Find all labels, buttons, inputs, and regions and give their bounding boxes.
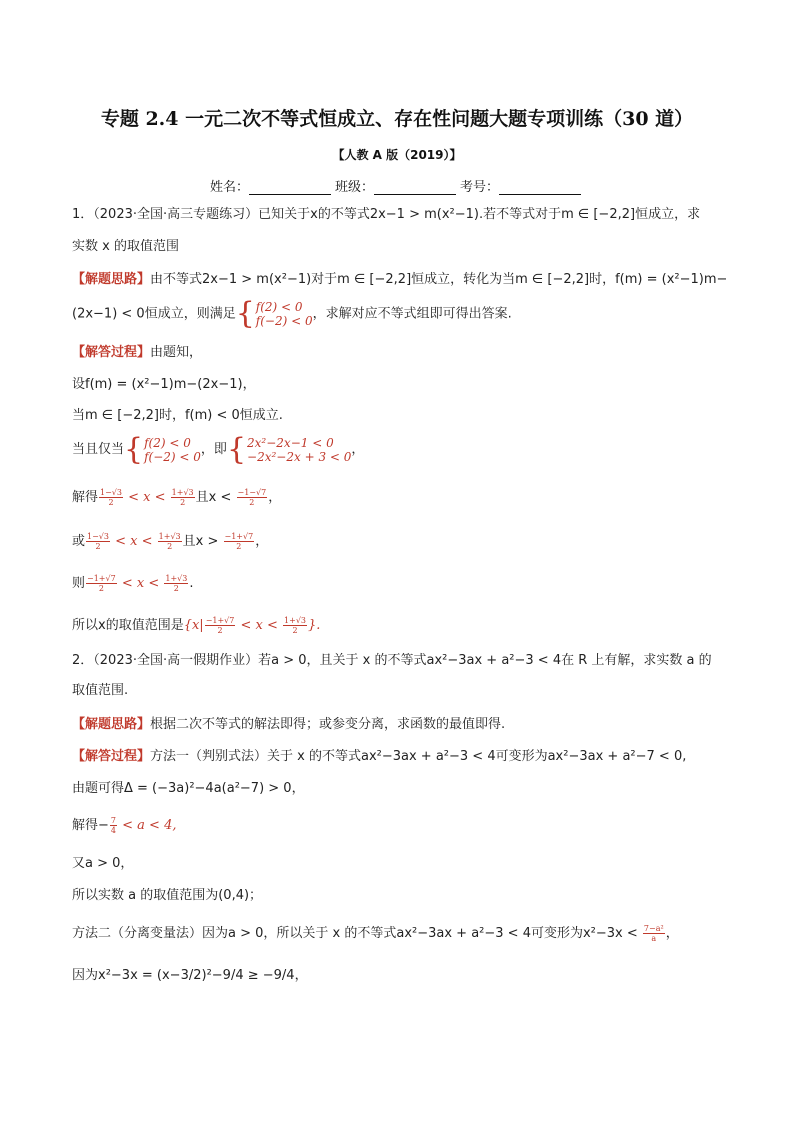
q1-proc-text3a: 当且仅当	[72, 442, 125, 457]
q2-stem-line2: 取值范围.	[72, 683, 129, 698]
q1-proc-sys-a-row2: f(−2) < 0	[144, 449, 201, 464]
exam-no-label: 考号：	[460, 180, 500, 195]
student-info-fields	[210, 176, 585, 195]
q1-proc-sys-b-row1: 2x²−2x−1 < 0	[247, 435, 334, 450]
q2-proc-line2: 由题可得Δ = (−3a)²−4a(a²−7) > 0，	[72, 781, 305, 796]
q1-proc-line2: 当m ∈ [−2,2]时，f(m) < 0恒成立.	[72, 408, 283, 423]
q1-proc-sys-b-row2: −2x²−2x + 3 < 0	[247, 449, 352, 464]
q1-proc-text3c: ，	[351, 442, 365, 457]
q1-answer-mid: < x <	[236, 618, 283, 633]
q1-sol1-pre: 解得	[72, 490, 99, 505]
q2-proc-text1: 方法一（判别式法）关于 x 的不等式ax²−3ax + a²−3 < 4可变形为ax²−3ax + a²−7 < 0,	[150, 749, 687, 764]
q1-answer-frac2: $\frac{1+√3}{2}$	[284, 616, 307, 635]
q2-proc-line7: 因为x²−3x = (x−3/2)²−9/4 ≥ −9/4，	[72, 968, 308, 983]
q2-proc-text3-pre: 解得−	[72, 818, 109, 833]
q1-sol2-pre: 或	[72, 534, 86, 549]
q2-proc-line3	[72, 813, 176, 839]
q1-idea-sys-row2: f(−2) < 0	[255, 314, 313, 328]
q1-sol2-end: ，	[255, 534, 269, 549]
q1-sol1-and: 且x <	[195, 490, 236, 505]
q1-idea-line2	[72, 296, 512, 331]
q1-idea-sys-row1: f(2) < 0	[255, 300, 303, 314]
class-label: 班级：	[335, 180, 375, 195]
q1-sol2-frac1: $\frac{1-√3}{2}$	[87, 532, 109, 551]
q2-stem-line1: 2．（2023·全国·高一假期作业）若a > 0，且关于 x 的不等式ax²−3ax + a²−3 < 4在 R 上有解，求实数 a 的	[72, 653, 712, 668]
q2-proc-line5: 所以实数 a 的取值范围为(0,4)；	[72, 888, 263, 903]
exam-no-blank[interactable]	[499, 180, 581, 195]
q1-stem-line1: 1．（2023·全国·高三专题练习）已知关于x的不等式2x−1 > m(x²−1).若不等式对于m ∈ [−2,2]恒成立，求	[72, 207, 701, 222]
q1-idea-system: { f(2) < 0 f(−2) < 0	[235, 296, 313, 331]
q1-answer-line	[72, 613, 320, 639]
name-blank[interactable]	[249, 180, 331, 195]
q2-proc-line1	[72, 748, 686, 766]
q1-proc-line0	[72, 344, 202, 362]
q1-solution-line1	[72, 485, 281, 511]
q1-idea-line1	[72, 271, 727, 289]
page-title: 专题 2.4 一元二次不等式恒成立、存在性问题大题专项训练（30 道）	[100, 108, 694, 130]
q1-sol3-mid: < x <	[117, 576, 164, 591]
class-blank[interactable]	[374, 180, 456, 195]
q2-proc-line4: 又a > 0，	[72, 856, 134, 871]
q1-sol1-frac2: $\frac{1+√3}{2}$	[171, 488, 194, 507]
q1-sol2-mid: < x <	[111, 534, 157, 549]
q1-idea-tag: 【解题思路】	[72, 272, 151, 287]
q1-proc-line1: 设f(m) = (x²−1)m−(2x−1)，	[72, 377, 256, 392]
q1-sol1-frac3: $\frac{-1-√7}{2}$	[237, 488, 267, 507]
q2-idea-line	[72, 716, 505, 734]
q2-proc-text6-post: ，	[665, 926, 679, 941]
q1-sol2-frac2: $\frac{1+√3}{2}$	[158, 532, 181, 551]
q2-idea-text: 根据二次不等式的解法即得；或参变分离，求函数的最值即得.	[150, 717, 506, 732]
q1-proc-line3	[72, 431, 365, 467]
q1-sol3-end: .	[189, 576, 194, 591]
edition-label: 【人教 A 版（2019）】	[332, 148, 462, 162]
q1-solution-line2	[72, 529, 268, 555]
q1-solution-line3	[72, 571, 193, 597]
q2-idea-tag: 【解题思路】	[72, 717, 151, 732]
q1-idea-text2: (2x−1) < 0恒成立，则满足	[72, 306, 236, 322]
q1-proc-tag: 【解答过程】	[72, 345, 151, 360]
name-label: 姓名：	[210, 180, 250, 195]
q1-sol1-end: ，	[268, 490, 282, 505]
q2-proc-frac6: $\frac{\text{7−a²}}{a}$	[643, 924, 664, 943]
q2-proc-tag: 【解答过程】	[72, 749, 151, 764]
q1-sol2-frac3: $\frac{-1+√7}{2}$	[224, 532, 254, 551]
q1-proc-system-a: { f(2) < 0 f(−2) < 0	[124, 431, 201, 467]
q1-sol1-frac1: $\frac{1-√3}{2}$	[100, 488, 122, 507]
q1-stem-line2: 实数 x 的取值范围	[72, 239, 179, 254]
q1-sol3-frac1: $\frac{-1+√7}{2}$	[87, 574, 116, 593]
q1-sol3-pre: 则	[72, 576, 86, 591]
q1-sol3-frac2: $\frac{1+√3}{2}$	[165, 574, 188, 593]
q1-answer-open: {x|	[183, 618, 204, 633]
q1-proc-sys-a-row1: f(2) < 0	[144, 435, 191, 450]
q1-answer-frac1: $\frac{-1+√7}{2}$	[205, 616, 235, 635]
q1-proc-text0: 由题知，	[150, 345, 203, 360]
q1-sol1-mid: < x <	[124, 490, 170, 505]
q1-sol2-and: 且x >	[182, 534, 223, 549]
q1-idea-text3: ，求解对应不等式组即可得出答案.	[312, 306, 512, 322]
q2-proc-frac3: $\frac{7}{4}$	[110, 816, 116, 835]
q1-answer-close: }.	[308, 618, 321, 633]
q2-proc-text6-pre: 方法二（分离变量法）因为a > 0，所以关于 x 的不等式ax²−3ax + a²−3 < 4可变形为x²−3x <	[72, 926, 642, 941]
q1-proc-system-b: { 2x²−2x−1 < 0 −2x²−2x + 3 < 0	[226, 431, 352, 467]
q1-answer-pre: 所以x的取值范围是	[72, 618, 184, 633]
q2-proc-text3-post: < a < 4,	[118, 818, 177, 833]
q1-idea-text1: 由不等式2x−1 > m(x²−1)对于m ∈ [−2,2]恒成立，转化为当m ∈ [−2,2]时，f(m) = (x²−1)m−	[150, 272, 728, 287]
q2-proc-line6	[72, 921, 679, 947]
q1-proc-text3b: ，即	[200, 442, 227, 457]
